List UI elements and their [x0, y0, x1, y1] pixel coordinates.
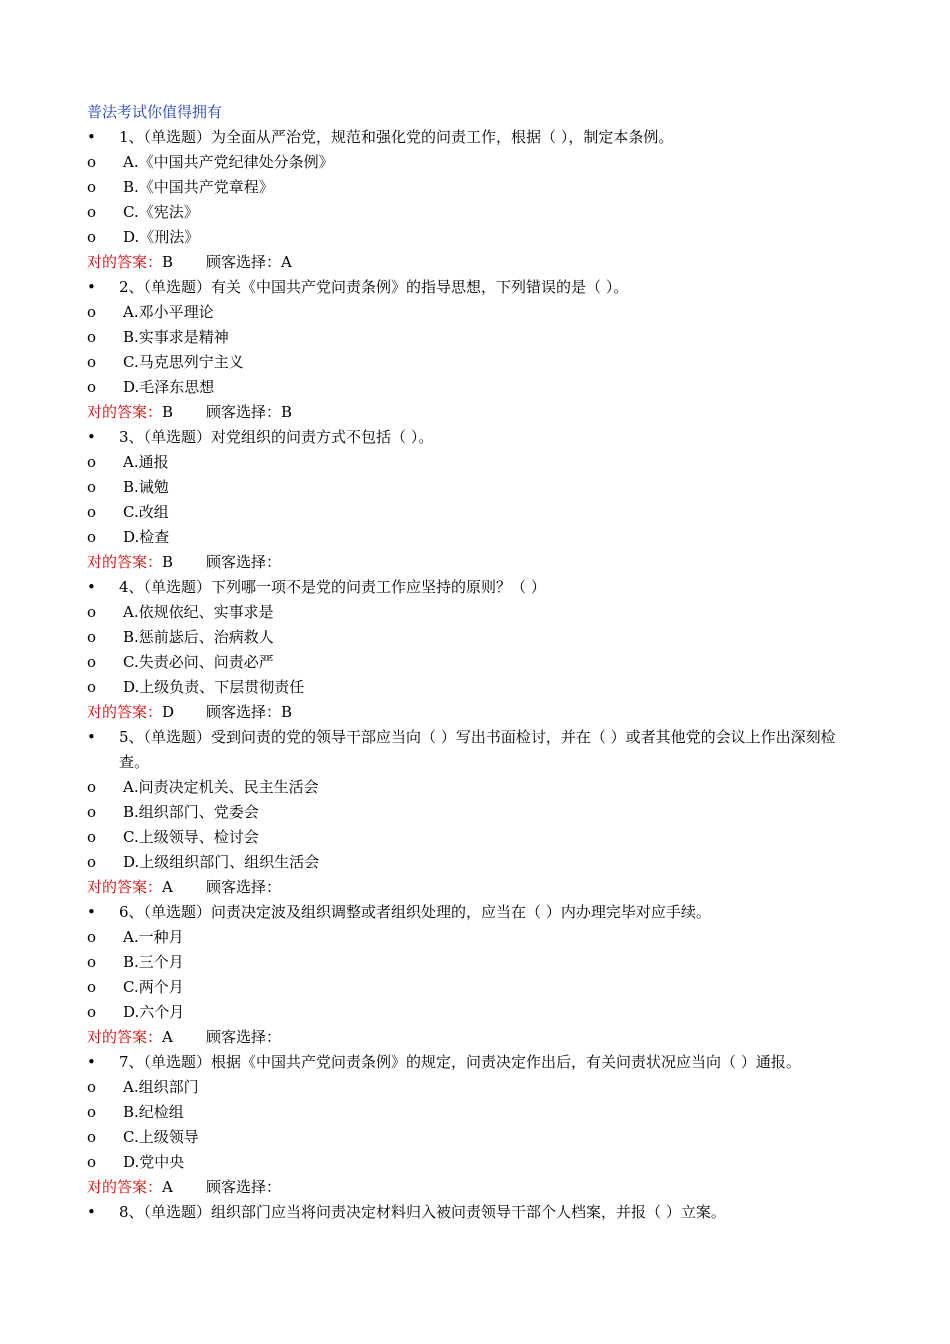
option-2-b: [87, 325, 865, 350]
correct-answer-label: 对的答案：: [87, 1178, 163, 1196]
option-text: B.诫勉: [123, 478, 169, 496]
option-bullet: o: [87, 978, 97, 996]
option-bullet: o: [87, 828, 97, 846]
correct-answer-label: 对的答案：: [87, 703, 163, 721]
option-text: A.通报: [123, 453, 169, 471]
option-2-a: [87, 300, 865, 325]
option-text: C.两个月: [123, 978, 184, 996]
option-bullet: o: [87, 1078, 97, 1096]
option-bullet: o: [87, 678, 97, 696]
answer-line-2: [87, 400, 865, 425]
correct-answer-value: A: [162, 1178, 173, 1196]
question-list: [87, 125, 865, 1225]
option-text: A.一种月: [123, 928, 184, 946]
option-bullet: o: [87, 478, 97, 496]
question-4: [87, 575, 865, 600]
customer-choice-label: 顾客选择：: [206, 253, 282, 271]
question-bullet: •: [87, 278, 96, 296]
option-7-d: [87, 1150, 865, 1175]
option-1-d: [87, 225, 865, 250]
option-4-b: [87, 625, 865, 650]
option-text: C.上级领导、检讨会: [123, 828, 259, 846]
option-4-a: [87, 600, 865, 625]
option-bullet: o: [87, 928, 97, 946]
question-bullet: •: [87, 128, 96, 146]
option-bullet: o: [87, 328, 97, 346]
option-text: D.党中央: [123, 1153, 185, 1171]
customer-choice-label: 顾客选择：: [206, 1178, 282, 1196]
answer-line-4: [87, 700, 865, 725]
option-text: A.依规依纪、实事求是: [123, 603, 274, 621]
option-bullet: o: [87, 1153, 97, 1171]
question-text: 5、（单选题）受到问责的党的领导干部应当向（ ）写出书面检讨，并在（ ）或者其他党的会议上作出深刻检查。: [119, 728, 836, 771]
option-bullet: o: [87, 803, 97, 821]
option-text: C.马克思列宁主义: [123, 353, 244, 371]
question-text: 4、（单选题）下列哪一项不是党的问责工作应坚持的原则？（ ）: [119, 578, 546, 596]
option-text: D.毛泽东思想: [123, 378, 215, 396]
question-text: 7、（单选题）根据《中国共产党问责条例》的规定，问责决定作出后，有关问责状况应当向（ ）通报。: [119, 1053, 801, 1071]
option-text: B.组织部门、党委会: [123, 803, 259, 821]
question-text: 1、（单选题）为全面从严治党，规范和强化党的问责工作，根据（ ），制定本条例。: [119, 128, 674, 146]
question-text: 3、（单选题）对党组织的问责方式不包括（ ）。: [119, 428, 434, 446]
question-3: [87, 425, 865, 450]
option-bullet: o: [87, 853, 97, 871]
option-bullet: o: [87, 178, 97, 196]
question-bullet: •: [87, 1203, 96, 1221]
option-7-c: [87, 1125, 865, 1150]
option-text: B.纪检组: [123, 1103, 184, 1121]
option-text: D.六个月: [123, 1003, 185, 1021]
option-text: A.问责决定机关、民主生活会: [123, 778, 319, 796]
option-6-b: [87, 950, 865, 975]
option-bullet: o: [87, 653, 97, 671]
correct-answer-value: A: [162, 1028, 173, 1046]
option-text: C.失责必问、问责必严: [123, 653, 274, 671]
question-2: [87, 275, 865, 300]
option-bullet: o: [87, 503, 97, 521]
option-text: A.《中国共产党纪律处分条例》: [123, 153, 334, 171]
option-text: A.邓小平理论: [123, 303, 214, 321]
option-2-d: [87, 375, 865, 400]
option-6-d: [87, 1000, 865, 1025]
correct-answer-value: A: [162, 878, 173, 896]
option-7-a: [87, 1075, 865, 1100]
answer-line-7: [87, 1175, 865, 1200]
answer-line-6: [87, 1025, 865, 1050]
customer-choice-value: B: [281, 703, 293, 721]
correct-answer-label: 对的答案：: [87, 403, 163, 421]
customer-choice-label: 顾客选择：: [206, 703, 282, 721]
option-text: C.《宪法》: [123, 203, 199, 221]
question-1: [87, 125, 865, 150]
customer-choice-label: 顾客选择：: [206, 878, 282, 896]
question-6: [87, 900, 865, 925]
option-bullet: o: [87, 628, 97, 646]
option-2-c: [87, 350, 865, 375]
question-text: 2、（单选题）有关《中国共产党问责条例》的指导思想，下列错误的是（ ）。: [119, 278, 629, 296]
question-text: 8、（单选题）组织部门应当将问责决定材料归入被问责领导干部个人档案，并报（ ）立案。: [119, 1203, 726, 1221]
question-bullet: •: [87, 578, 96, 596]
option-3-c: [87, 500, 865, 525]
option-text: B.惩前毖后、治病救人: [123, 628, 274, 646]
option-1-a: [87, 150, 865, 175]
correct-answer-label: 对的答案：: [87, 553, 163, 571]
option-bullet: o: [87, 353, 97, 371]
option-text: D.《刑法》: [123, 228, 200, 246]
option-bullet: o: [87, 778, 97, 796]
option-bullet: o: [87, 1003, 97, 1021]
option-5-d: [87, 850, 865, 875]
question-5: [87, 725, 865, 775]
answer-line-5: [87, 875, 865, 900]
option-text: B.《中国共产党章程》: [123, 178, 274, 196]
option-6-a: [87, 925, 865, 950]
option-text: C.改组: [123, 503, 169, 521]
customer-choice-label: 顾客选择：: [206, 553, 282, 571]
option-bullet: o: [87, 153, 97, 171]
option-text: B.实事求是精神: [123, 328, 229, 346]
option-bullet: o: [87, 453, 97, 471]
option-3-b: [87, 475, 865, 500]
question-7: [87, 1050, 865, 1075]
document-title: 普法考试你值得拥有: [87, 103, 223, 121]
correct-answer-value: B: [162, 253, 174, 271]
question-bullet: •: [87, 728, 96, 746]
answer-line-3: [87, 550, 865, 575]
option-bullet: o: [87, 1103, 97, 1121]
option-bullet: o: [87, 528, 97, 546]
question-bullet: •: [87, 1053, 96, 1071]
customer-choice-label: 顾客选择：: [206, 1028, 282, 1046]
option-bullet: o: [87, 1128, 97, 1146]
option-6-c: [87, 975, 865, 1000]
option-3-a: [87, 450, 865, 475]
answer-line-1: [87, 250, 865, 275]
option-5-a: [87, 775, 865, 800]
option-bullet: o: [87, 228, 97, 246]
option-4-d: [87, 675, 865, 700]
correct-answer-value: B: [162, 553, 174, 571]
option-4-c: [87, 650, 865, 675]
option-text: B.三个月: [123, 953, 184, 971]
correct-answer-label: 对的答案：: [87, 878, 163, 896]
customer-choice-value: A: [281, 253, 292, 271]
option-text: A.组织部门: [123, 1078, 199, 1096]
option-3-d: [87, 525, 865, 550]
correct-answer-label: 对的答案：: [87, 1028, 163, 1046]
correct-answer-label: 对的答案：: [87, 253, 163, 271]
option-bullet: o: [87, 303, 97, 321]
option-text: C.上级领导: [123, 1128, 199, 1146]
customer-choice-value: B: [281, 403, 293, 421]
option-bullet: o: [87, 603, 97, 621]
option-text: D.上级组织部门、组织生活会: [123, 853, 320, 871]
option-1-c: [87, 200, 865, 225]
question-8: [87, 1200, 865, 1225]
option-bullet: o: [87, 203, 97, 221]
correct-answer-value: D: [162, 703, 175, 721]
option-bullet: o: [87, 378, 97, 396]
question-text: 6、（单选题）问责决定波及组织调整或者组织处理的，应当在（ ）内办理完毕对应手续。: [119, 903, 711, 921]
correct-answer-value: B: [162, 403, 174, 421]
document-page: [87, 100, 865, 1225]
option-text: D.上级负责、下层贯彻责任: [123, 678, 305, 696]
customer-choice-label: 顾客选择：: [206, 403, 282, 421]
option-7-b: [87, 1100, 865, 1125]
option-1-b: [87, 175, 865, 200]
option-bullet: o: [87, 953, 97, 971]
question-bullet: •: [87, 428, 96, 446]
option-text: D.检查: [123, 528, 170, 546]
option-5-b: [87, 800, 865, 825]
option-5-c: [87, 825, 865, 850]
question-bullet: •: [87, 903, 96, 921]
